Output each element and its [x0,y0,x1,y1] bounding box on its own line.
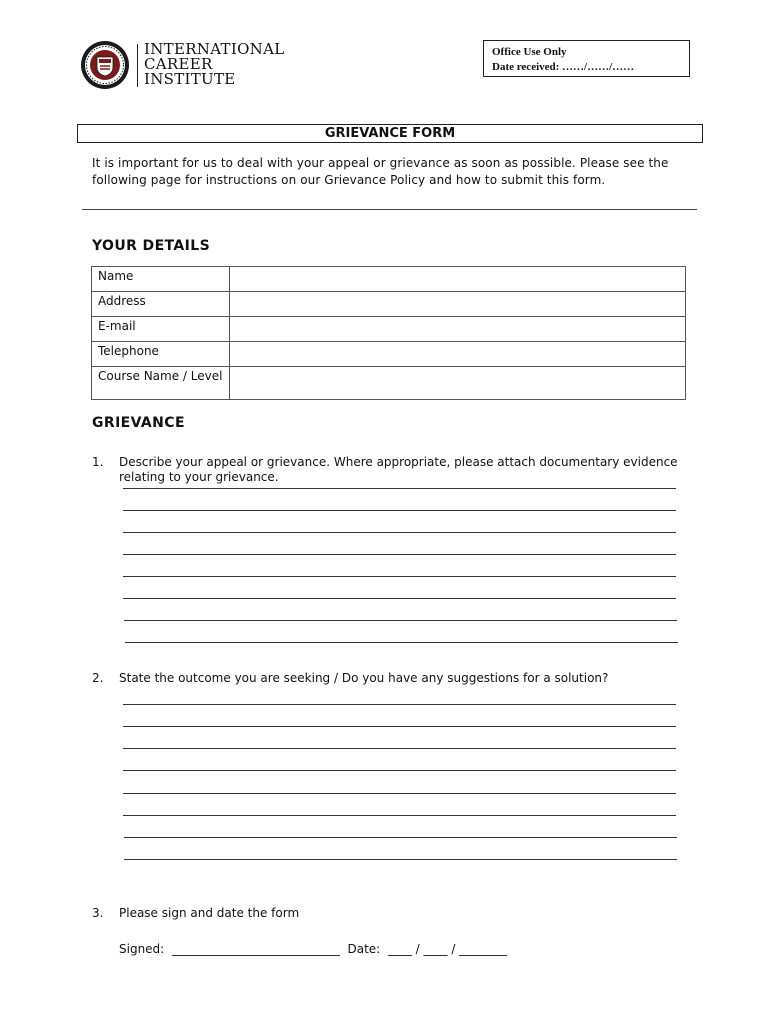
answer-2-line[interactable] [123,748,676,749]
question-1-text: Describe your appeal or grievance. Where appropriate, please attach documentary evidence relating to your grievance. [119,455,678,484]
answer-1-line[interactable] [123,532,676,533]
answer-2-line[interactable] [123,726,676,727]
date-received-label: Date received: ……/……/…… [492,61,635,73]
answer-2-line[interactable] [123,793,676,794]
answer-1-line[interactable] [125,642,678,643]
table-row [92,342,686,367]
logo-line: CAREER [144,55,213,73]
logo-line: INTERNATIONAL [144,40,285,58]
logo-line: INSTITUTE [144,70,236,88]
question-3-number: 3. [92,906,104,920]
table-row [92,367,686,400]
form-title: GRIEVANCE FORM [77,124,703,143]
question-2-text: State the outcome you are seeking / Do you have any suggestions for a solution? [119,671,609,685]
question-2-number: 2. [92,671,104,685]
institute-name [144,42,284,87]
office-use-box [483,40,690,77]
course-label: Course Name / Level [92,367,230,400]
answer-1-line[interactable] [123,488,676,489]
grievance-heading: GRIEVANCE [92,415,185,431]
answer-1-line[interactable] [123,554,676,555]
email-field[interactable] [230,317,686,342]
address-field[interactable] [230,292,686,317]
logo-divider [137,44,138,87]
address-label: Address [92,292,230,317]
signature-date-line[interactable]: Signed: ____________________________ Date: ____ / ____ / ________ [119,942,508,956]
name-field[interactable] [230,267,686,292]
telephone-field[interactable] [230,342,686,367]
table-row [92,317,686,342]
answer-1-line[interactable] [123,576,676,577]
office-use-title: Office Use Only [492,46,567,58]
table-row [92,292,686,317]
course-field[interactable] [230,367,686,400]
table-row [92,267,686,292]
intro-text: It is important for us to deal with your appeal or grievance as soon as possible. Please see the following page for instructions on our Grievance Policy and how to submit this form. [92,156,669,187]
your-details-heading: YOUR DETAILS [92,238,211,254]
answer-1-line[interactable] [123,598,676,599]
answer-2-line[interactable] [124,859,677,860]
details-table [91,266,686,400]
name-label: Name [92,267,230,292]
institute-seal-logo [80,40,130,90]
telephone-label: Telephone [92,342,230,367]
answer-2-line[interactable] [124,837,677,838]
question-3-text: Please sign and date the form [119,906,300,920]
divider-rule [82,209,697,210]
question-1-number: 1. [92,455,104,469]
email-label: E-mail [92,317,230,342]
answer-2-line[interactable] [123,770,676,771]
answer-2-line[interactable] [123,704,676,705]
answer-2-line[interactable] [123,815,676,816]
answer-1-line[interactable] [124,620,677,621]
answer-1-line[interactable] [123,510,676,511]
